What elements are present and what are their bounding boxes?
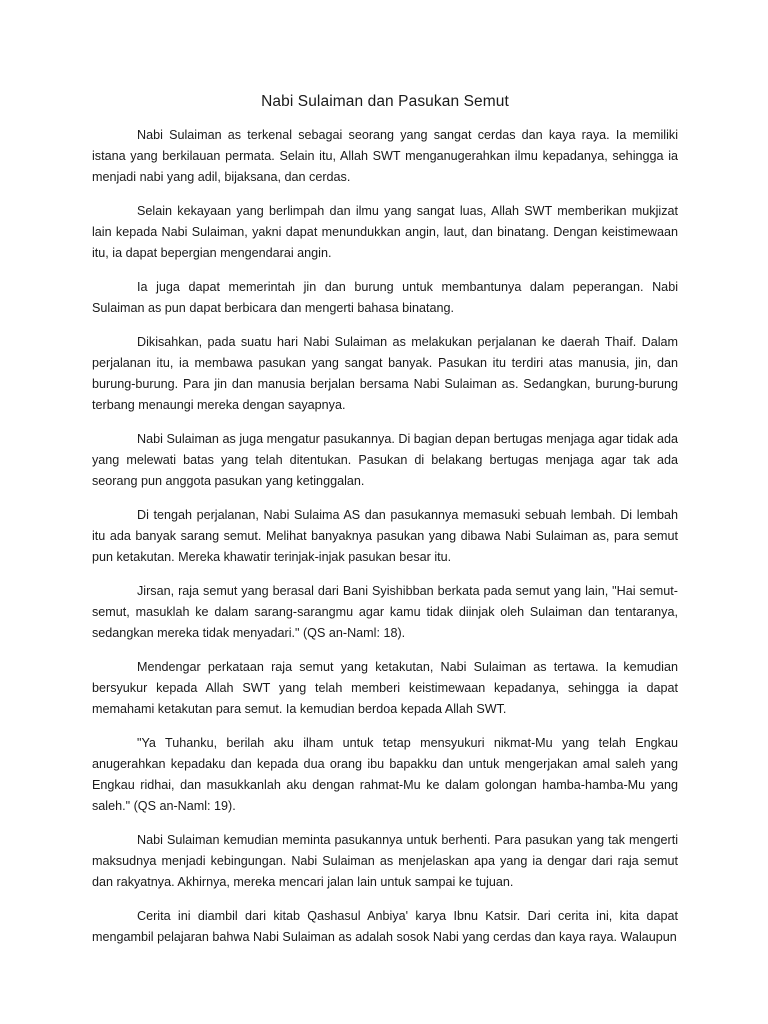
document-title: Nabi Sulaiman dan Pasukan Semut bbox=[261, 93, 509, 110]
paragraph: Di tengah perjalanan, Nabi Sulaima AS dan pasukannya memasuki sebuah lembah. Di lembah itu ada banyak sarang semut. Melihat banyaknya pasukan yang dibawa Nabi Sulaiman as, para semut pun ketakutan. Mereka khawatir terinjak-injak pasukan besar itu. bbox=[92, 508, 678, 564]
paragraph: Mendengar perkataan raja semut yang ketakutan, Nabi Sulaiman as tertawa. Ia kemudian bersyukur kepada Allah SWT yang telah memberi keistimewaan kepadanya, sehingga ia dapat memahami ketakutan para semut. Ia kemudian berdoa kepada Allah SWT. bbox=[92, 660, 678, 716]
paragraph: Nabi Sulaiman as terkenal sebagai seorang yang sangat cerdas dan kaya raya. Ia memiliki istana yang berkilauan permata. Selain itu, Allah SWT menganugerahkan ilmu kepadanya, sehingga ia menjadi nabi yang adil, bijaksana, dan cerdas. bbox=[92, 128, 678, 184]
paragraph: Jirsan, raja semut yang berasal dari Bani Syishibban berkata pada semut yang lain, "Hai semut-semut, masuklah ke dalam sarang-sarangmu agar kamu tidak diinjak oleh Sulaiman dan tentaranya, sedangkan mereka tidak menyadari." (QS an-Naml: 18). bbox=[92, 584, 678, 640]
paragraph: Selain kekayaan yang berlimpah dan ilmu yang sangat luas, Allah SWT memberikan mukjizat lain kepada Nabi Sulaiman, yakni dapat menundukkan angin, laut, dan binatang. Dengan keistimewaan itu, ia dapat bepergian mengendarai angin. bbox=[92, 204, 678, 260]
paragraph: Nabi Sulaiman kemudian meminta pasukannya untuk berhenti. Para pasukan yang tak mengerti maksudnya menjadi kebingungan. Nabi Sulaiman as menjelaskan apa yang ia dengar dari raja semut dan rakyatnya. Akhirnya, mereka mencari jalan lain untuk sampai ke tujuan. bbox=[92, 833, 678, 889]
paragraph: "Ya Tuhanku, berilah aku ilham untuk tetap mensyukuri nikmat-Mu yang telah Engkau anugerahkan kepadaku dan kepada dua orang ibu bapakku dan untuk mengerjakan amal saleh yang Engkau ridhai, dan masukkanlah aku dengan rahmat-Mu ke dalam golongan hamba-hamba-Mu yang saleh." (QS an-Naml: 19). bbox=[92, 736, 678, 813]
document-body bbox=[92, 92, 678, 961]
paragraph: Cerita ini diambil dari kitab Qashasul Anbiya' karya Ibnu Katsir. Dari cerita ini, kita dapat mengambil pelajaran bahwa Nabi Sulaiman as adalah sosok Nabi yang cerdas dan kaya raya. Walaupun bbox=[92, 909, 678, 944]
paragraph: Nabi Sulaiman as juga mengatur pasukannya. Di bagian depan bertugas menjaga agar tidak ada yang melewati batas yang telah ditentukan. Pasukan di belakang bertugas menjaga agar tak ada seorang pun anggota pasukan yang ketinggalan. bbox=[92, 432, 678, 488]
paragraph: Ia juga dapat memerintah jin dan burung untuk membantunya dalam peperangan. Nabi Sulaiman as pun dapat berbicara dan mengerti bahasa binatang. bbox=[92, 280, 678, 315]
paragraph: Dikisahkan, pada suatu hari Nabi Sulaiman as melakukan perjalanan ke daerah Thaif. Dalam perjalanan itu, ia membawa pasukan yang sangat banyak. Pasukan itu terdiri atas manusia, jin, dan burung-burung. Para jin dan manusia berjalan bersama Nabi Sulaiman as. Sedangkan, burung-burung terbang menaungi mereka dengan sayapnya. bbox=[92, 335, 678, 412]
